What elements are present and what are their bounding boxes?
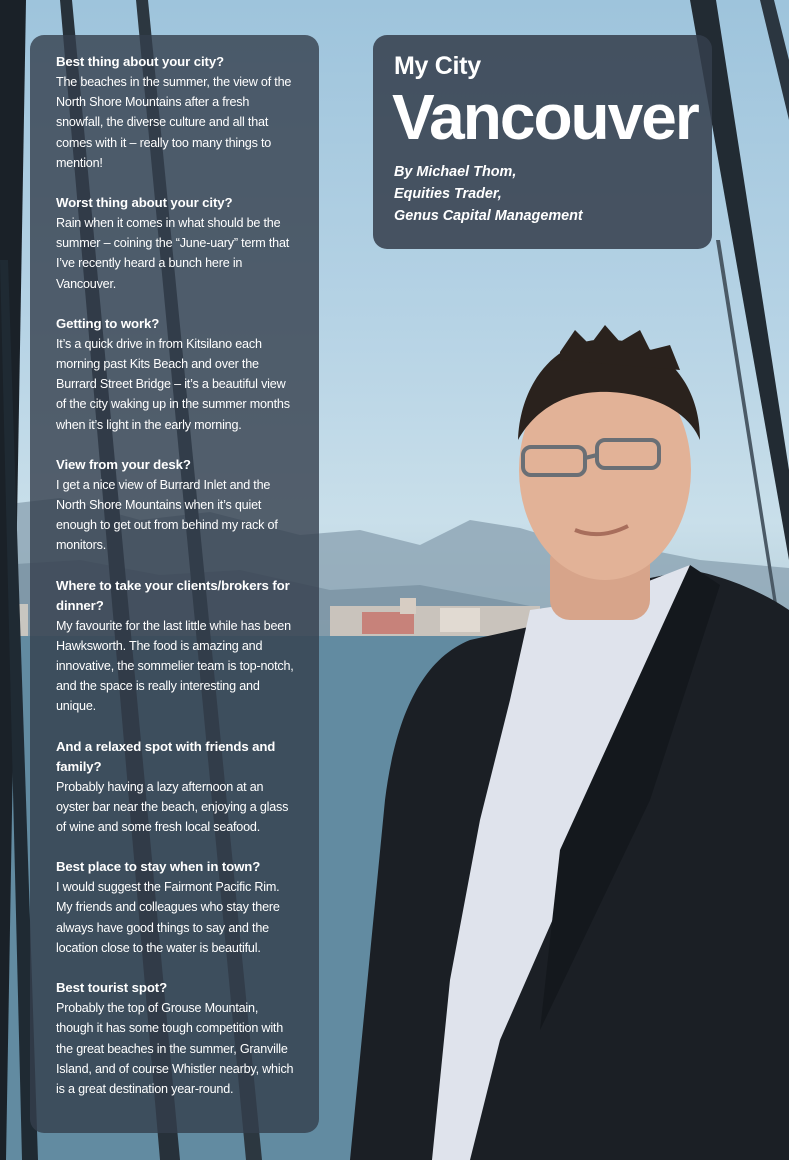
qa-item <box>56 737 297 838</box>
answer: The beaches in the summer, the view of the North Shore Mountains after a fresh snowfall, the diverse culture and all that comes with it – really too many things to mention! <box>56 75 292 170</box>
qa-item <box>56 193 297 294</box>
qa-item <box>56 857 297 958</box>
question: Best tourist spot? <box>56 980 168 996</box>
byline-author: By Michael Thom, <box>394 164 517 180</box>
answer: Probably having a lazy afternoon at an oyster bar near the beach, enjoying a glass of wine and some fresh local seafood. <box>56 779 289 835</box>
qa-item <box>56 455 297 556</box>
question: Where to take your clients/brokers for dinner? <box>56 577 290 613</box>
qa-item <box>56 978 297 1099</box>
question: Worst thing about your city? <box>56 195 233 211</box>
qa-panel <box>30 35 319 1133</box>
section-kicker: My City <box>394 52 481 80</box>
byline <box>394 161 692 227</box>
question: Getting to work? <box>56 315 160 331</box>
question: Best place to stay when in town? <box>56 859 261 875</box>
byline-company: Genus Capital Management <box>394 208 583 224</box>
answer: I would suggest the Fairmont Pacific Rim. My friends and colleagues who stay there always have good things to say and the location close to the water is beautiful. <box>56 880 280 955</box>
qa-item <box>56 576 297 717</box>
question: Best thing about your city? <box>56 54 225 69</box>
answer: Probably the top of Grouse Mountain, though it has some tough competition with the great beaches in the summer, Granville Island, and of course Whistler nearby, which is a great destination year-round. <box>56 1001 294 1096</box>
city-title: Vancouver <box>392 81 698 153</box>
qa-item <box>56 314 297 435</box>
question: And a relaxed spot with friends and family? <box>56 738 276 774</box>
answer: My favourite for the last little while has been Hawksworth. The food is amazing and innovative, the sommelier team is top-notch, and the space is really interesting and unique. <box>56 618 294 714</box>
question: View from your desk? <box>56 456 191 472</box>
qa-item <box>56 52 297 173</box>
answer: It’s a quick drive in from Kitsilano each morning past Kits Beach and over the Burrard Street Bridge – it’s a beautiful view of the city waking up in the summer months when it’s light in the early morning. <box>56 336 290 432</box>
answer: Rain when it comes in what should be the summer – coining the “June-uary” term that I’ve recently heard a bunch here in Vancouver. <box>56 216 290 291</box>
portrait-person <box>350 325 789 1160</box>
answer: I get a nice view of Burrard Inlet and the North Shore Mountains when it’s quiet enough to get out from behind my rack of monitors. <box>56 477 278 553</box>
title-box <box>373 35 712 249</box>
byline-role: Equities Trader, <box>394 186 502 202</box>
